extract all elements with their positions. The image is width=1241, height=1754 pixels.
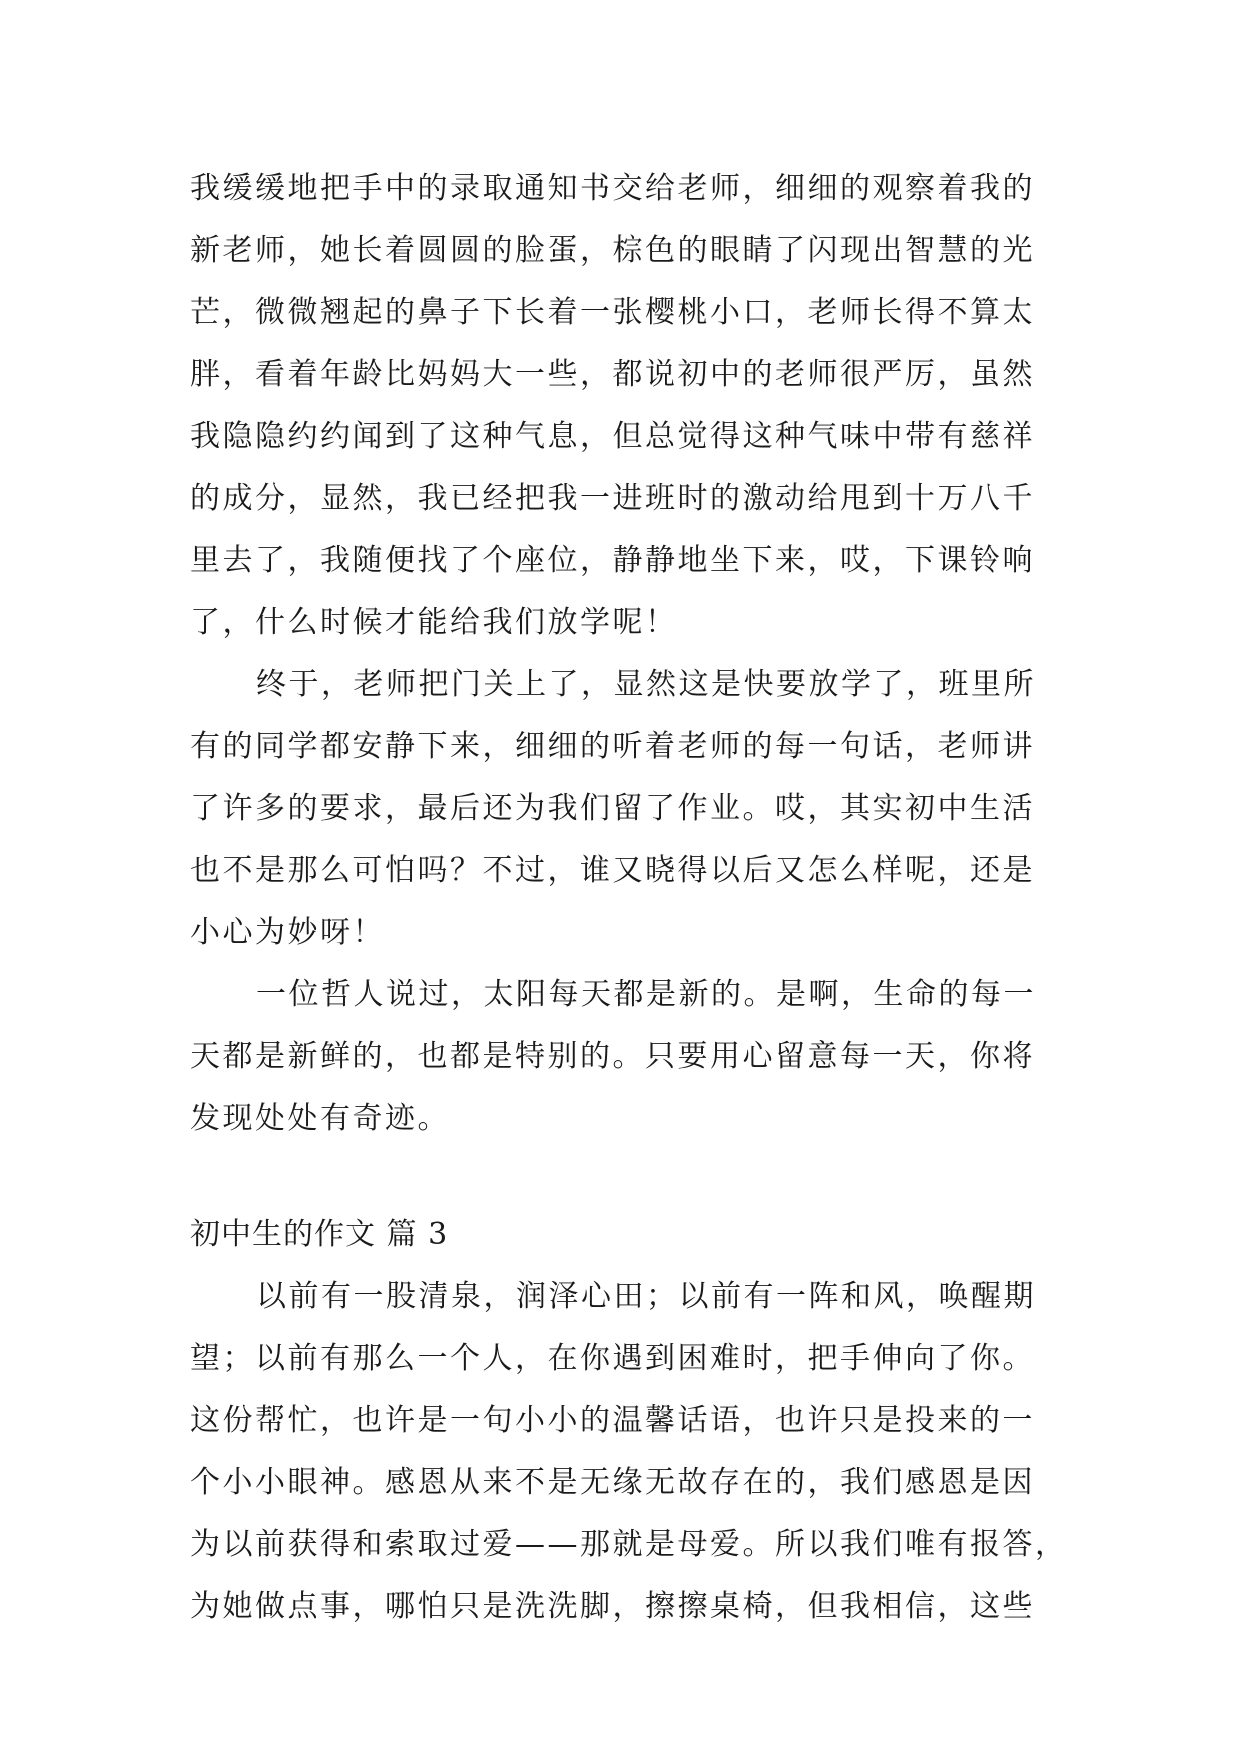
text-line: 为以前获得和索取过爱——那就是母爱。所以我们唯有报答， [190, 1527, 1068, 1562]
text-line: 有的同学都安静下来，细细的听着老师的每一句话，老师讲 [190, 729, 1035, 764]
text-line: 胖，看着年龄比妈妈大一些，都说初中的老师很严厉，虽然 [190, 357, 1035, 392]
text-line: 小心为妙呀！ [190, 915, 385, 950]
paragraph-philosopher [190, 964, 1060, 1150]
section-spacer [190, 1150, 1060, 1204]
text-line: 了许多的要求，最后还为我们留了作业。哎，其实初中生活 [190, 791, 1035, 826]
text-line: 我隐隐约约闻到了这种气息，但总觉得这种气味中带有慈祥 [190, 419, 1035, 454]
paragraph-continued [190, 158, 1060, 654]
text-line: 我缓缓地把手中的录取通知书交给老师，细细的观察着我的 [190, 171, 1035, 206]
document-body [190, 158, 1068, 1638]
text-line: 为她做点事，哪怕只是洗洗脚，擦擦桌椅，但我相信，这些 [190, 1589, 1035, 1624]
text-line: 的成分，显然，我已经把我一进班时的激动给甩到十万八千 [190, 481, 1035, 516]
text-line: 新老师，她长着圆圆的脸蛋，棕色的眼睛了闪现出智慧的光 [190, 233, 1035, 268]
text-line: 里去了，我随便找了个座位，静静地坐下来，哎，下课铃响 [190, 543, 1035, 578]
text-line: 发现处处有奇迹。 [190, 1101, 450, 1136]
text-line: 望；以前有那么一个人，在你遇到困难时，把手伸向了你。 [190, 1341, 1035, 1376]
text-line: 芒，微微翘起的鼻子下长着一张樱桃小口，老师长得不算太 [190, 295, 1035, 330]
text-line: 以前有一股清泉，润泽心田；以前有一阵和风，唤醒期 [256, 1279, 1036, 1314]
paragraph-finally [190, 654, 1060, 964]
text-line: 天都是新鲜的，也都是特别的。只要用心留意每一天，你将 [190, 1039, 1035, 1074]
text-line: 一位哲人说过，太阳每天都是新的。是啊，生命的每一 [256, 977, 1036, 1012]
paragraph-gratitude [190, 1266, 1068, 1638]
text-line: 也不是那么可怕吗？不过，谁又晓得以后又怎么样呢，还是 [190, 853, 1035, 888]
section-heading: 初中生的作文 篇 3 [190, 1217, 449, 1252]
text-line: 了，什么时候才能给我们放学呢！ [190, 605, 678, 640]
text-line: 终于，老师把门关上了，显然这是快要放学了，班里所 [256, 667, 1036, 702]
text-line: 这份帮忙，也许是一句小小的温馨话语，也许只是投来的一 [190, 1403, 1035, 1438]
text-line: 个小小眼神。感恩从来不是无缘无故存在的，我们感恩是因 [190, 1465, 1035, 1500]
